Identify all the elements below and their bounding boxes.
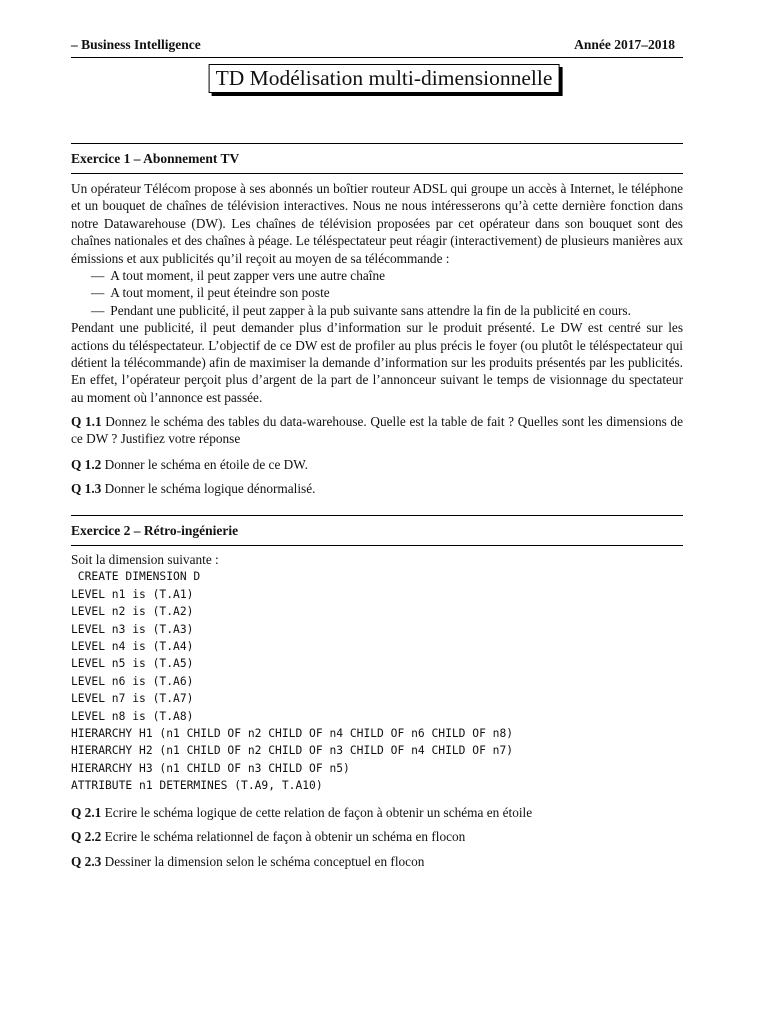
exercise-1-bullets xyxy=(71,267,683,319)
exercise-2-intro: Soit la dimension suivante : xyxy=(71,552,219,567)
document-title: TD Modélisation multi-dimensionnelle xyxy=(209,64,560,93)
code-line: LEVEL n4 is (T.A4) xyxy=(71,640,194,654)
question-2-3: Q 2.3 Dessiner la dimension selon le schéma conceptuel en flocon xyxy=(71,854,425,869)
question-1-1: Q 1.1 Donnez le schéma des tables du data-warehouse. Quelle est la table de fait ? Quelles sont les dimensions de ce DW ? Justifiez votre réponse xyxy=(71,414,683,447)
code-line: LEVEL n3 is (T.A3) xyxy=(71,622,194,636)
exercise-1-intro: Un opérateur Télécom propose à ses abonnés un boîtier routeur ADSL qui groupe un accès à Internet, le téléphone et un bouquet de chaînes de télévision interactives. Nous ne nous intéresserons qu’à cette dernière fonction dans notre Datawarehouse (DW). Les chaînes de télévision proposées par cet opérateur dans son bouquet sont des chaînes nationales et des chaînes à péage. Le téléspectateur peut réagir (interactivement) de plusieurs manières aux émissions et aux publicités qu’il reçoit au moyen de sa télécommande : xyxy=(71,181,683,266)
code-line: LEVEL n6 is (T.A6) xyxy=(71,674,194,688)
exercise-2 xyxy=(71,515,683,795)
exercise-1-title: Exercice 1 – Abonnement TV xyxy=(71,143,683,174)
list-item: — A tout moment, il peut éteindre son poste xyxy=(91,285,330,301)
exercise-2-title: Exercice 2 – Rétro-ingénierie xyxy=(71,515,683,546)
exercise-1-body xyxy=(71,180,683,406)
code-line: LEVEL n5 is (T.A5) xyxy=(71,657,194,671)
question-1-2: Q 1.2 Donner le schéma en étoile de ce DW. xyxy=(71,457,308,472)
academic-year: Année 2017–2018 xyxy=(574,37,675,52)
course-name: – Business Intelligence xyxy=(71,37,201,52)
list-item: — Pendant une publicité, il peut zapper à la pub suivante sans attendre la fin de la publicité en cours. xyxy=(91,302,631,318)
code-line: CREATE DIMENSION D xyxy=(71,570,201,584)
code-line: LEVEL n2 is (T.A2) xyxy=(71,605,194,619)
question-1-3: Q 1.3 Donner le schéma logique dénormalisé. xyxy=(71,481,316,496)
header-rule xyxy=(71,57,683,58)
code-line: HIERARCHY H2 (n1 CHILD OF n2 CHILD OF n3 CHILD OF n4 CHILD OF n7) xyxy=(71,744,514,758)
code-line: HIERARCHY H1 (n1 CHILD OF n2 CHILD OF n4 CHILD OF n6 CHILD OF n8) xyxy=(71,727,514,741)
code-line: LEVEL n1 is (T.A1) xyxy=(71,587,194,601)
dimension-code xyxy=(71,568,683,794)
code-line: HIERARCHY H3 (n1 CHILD OF n3 CHILD OF n5) xyxy=(71,761,350,775)
code-line: ATTRIBUTE n1 DETERMINES (T.A9, T.A10) xyxy=(71,779,323,793)
question-2-2: Q 2.2 Ecrire le schéma relationnel de façon à obtenir un schéma en flocon xyxy=(71,829,466,844)
list-item: — A tout moment, il peut zapper vers une autre chaîne xyxy=(91,268,386,284)
code-line: LEVEL n8 is (T.A8) xyxy=(71,709,194,723)
code-line: LEVEL n7 is (T.A7) xyxy=(71,692,194,706)
exercise-1-outro: Pendant une publicité, il peut demander plus d’information sur le produit présenté. Le DW est centré sur les actions du téléspectateur. L’objectif de ce DW est de profiler au plus précis le foyer (ou plutôt le téléspectateur qui détient la télécommande) afin de maximiser la demande d’information sur les produits présentés par les publicités. En effet, l’opérateur perçoit plus d’argent de la part de l’annonceur suivant le temps de visionnage du spectateur au moment où l’annonce est passée. xyxy=(71,320,683,405)
exercise-1 xyxy=(71,143,683,406)
question-2-1: Q 2.1 Ecrire le schéma logique de cette relation de façon à obtenir un schéma en étoile xyxy=(71,805,533,820)
